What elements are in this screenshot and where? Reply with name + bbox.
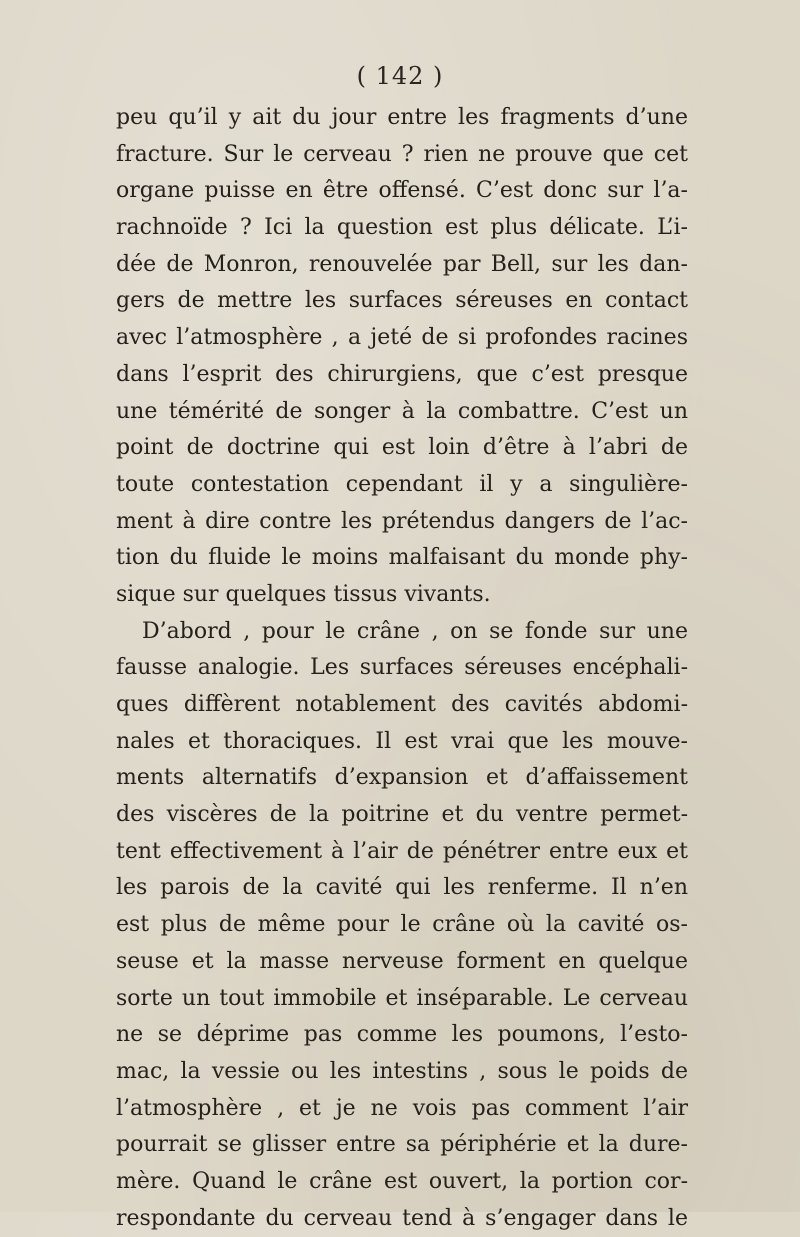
text-line: nales et thoraciques. Il est vrai que les mouve-: [116, 728, 688, 754]
text-line: tent effectivement à l’air de pénétrer entre eux et: [116, 838, 688, 864]
text-line: ment à dire contre les prétendus dangers de l’ac-: [116, 508, 688, 534]
text-line: rachnoïde ? Ici la question est plus délicate. L’i-: [116, 215, 688, 241]
text-line: toute contestation cependant il y a singulière-: [116, 471, 688, 497]
text-line: une témérité de songer à la combattre. C’est un: [116, 398, 688, 424]
text-line: l’atmosphère , et je ne vois pas comment l’air: [116, 1095, 688, 1121]
text-line: respondante du cerveau tend à s’engager dans le: [116, 1205, 688, 1231]
text-line: mère. Quand le crâne est ouvert, la portion cor-: [116, 1168, 688, 1194]
text-line: gers de mettre les surfaces séreuses en contact: [116, 288, 688, 314]
text-line: mac, la vessie ou les intestins , sous le poids de: [116, 1058, 688, 1084]
text-line: sique sur quelques tissus vivants.: [116, 581, 491, 607]
text-line: fausse analogie. Les surfaces séreuses encéphali-: [116, 655, 688, 681]
text-line: tion du fluide le moins malfaisant du monde phy-: [116, 545, 688, 571]
body-text: [116, 100, 688, 1237]
text-line: seuse et la masse nerveuse forment en quelque: [116, 948, 688, 974]
text-line: sorte un tout immobile et inséparable. Le cerveau: [116, 985, 688, 1011]
text-line: point de doctrine qui est loin d’être à l’abri de: [116, 435, 688, 461]
text-line: peu qu’il y ait du jour entre les fragments d’une: [116, 105, 688, 130]
text-line: pourrait se glisser entre sa périphérie et la dure-: [116, 1132, 688, 1158]
text-line: organe puisse en être offensé. C’est donc sur l’a-: [116, 178, 688, 204]
text-line: les parois de la cavité qui les renferme. Il n’en: [116, 875, 688, 901]
text-line: dans l’esprit des chirurgiens, que c’est presque: [116, 361, 688, 387]
text-line: est plus de même pour le crâne où la cavité os-: [116, 912, 688, 938]
text-line: dée de Monron, renouvelée par Bell, sur les dan-: [116, 251, 688, 277]
text-line: ques diffèrent notablement des cavités abdomi-: [116, 692, 688, 717]
text-line: avec l’atmosphère , a jeté de si profondes racines: [116, 325, 688, 351]
text-line: D’abord , pour le crâne , on se fonde sur une: [142, 618, 688, 644]
text-line: fracture. Sur le cerveau ? rien ne prouve que cet: [116, 141, 688, 167]
text-line: ne se déprime pas comme les poumons, l’esto-: [116, 1022, 688, 1048]
text-line: des viscères de la poitrine et du ventre permet-: [116, 802, 688, 828]
page-number: ( 142 ): [356, 62, 444, 90]
text-line: ments alternatifs d’expansion et d’affaissement: [116, 765, 688, 791]
